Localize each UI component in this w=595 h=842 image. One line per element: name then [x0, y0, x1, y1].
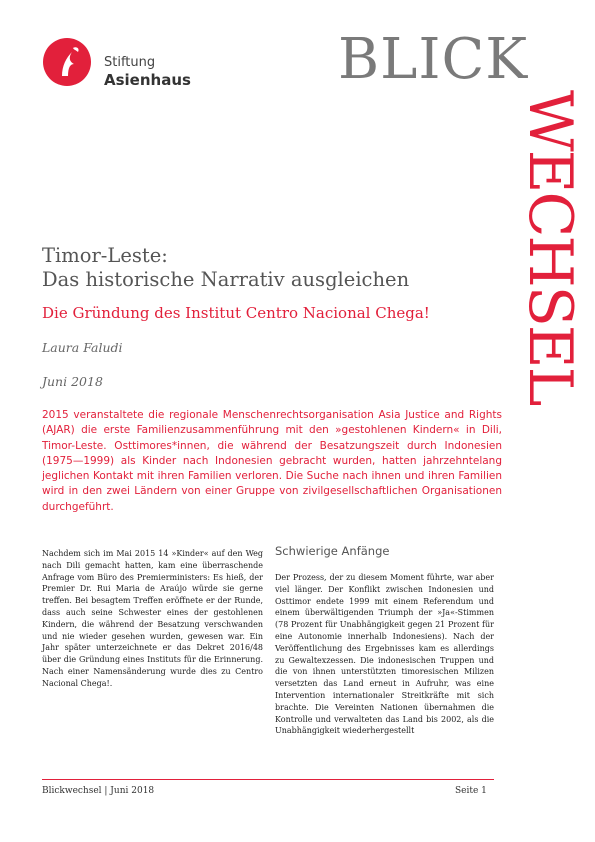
logo-line-asienhaus: Asienhaus: [104, 71, 191, 89]
footer-rule: [42, 779, 494, 780]
logo-mark-icon: [40, 36, 100, 92]
article-title: [42, 244, 409, 292]
logo-line-stiftung: Stiftung: [104, 55, 156, 70]
title-line-1: Timor-Leste:: [42, 244, 168, 267]
article-subtitle: Die Gründung des Institut Centro Nacional Chega!: [42, 304, 430, 322]
body-column-1: Nachdem sich im Mai 2015 14 »Kinder« auf den Weg nach Dili gemacht hatten, kam eine überraschende Anfrage vom Büro des Premierministers: Es hieß, der Premier Dr. Rui Maria de Araújo würde sie gerne treffen. Bei besagtem Treffen eröffnete er der Runde, dass auch seine Schwester eines der gestohlenen Kindern, die während der Besatzung verschwanden und nie wieder gesehen wurden, gewesen war. Ein Jahr später unterzeichnete er das Dekret 2016/48 über die Gründung eines Instituts für die Erinnerung. Nach einer Namensänderung wurde dies zu Centro Nacional Chega!.: [42, 549, 263, 688]
body-column-2: Der Prozess, der zu diesem Moment führte, war aber viel länger. Der Konflikt zwischen Indonesien und Osttimor endete 1999 mit einem Referendum und einem überwältigenden Triumph der »Ja«-Stimmen (78 Prozent für Unabhängigkeit gegen 21 Prozent für eine Autonomie innerhalb Indonesiens). Nach der Veröffentlichung des Ergebnisses kam es allerdings zu Gewaltexzessen. Die indonesischen Truppen und die von ihnen unterstützten timoresischen Milizen versetzten das Land erneut in Aufruhr, was eine Intervention internationaler Streitkräfte mit sich brachte. Die Vereinten Nationen übernahmen die Kontrolle und verwalteten das Land bis 2002, als die Unabhängigkeit wiederhergestellt: [275, 573, 494, 736]
series-title-blick: BLICK: [338, 27, 529, 92]
author-name: Laura Faludi: [42, 340, 123, 355]
title-line-2: Das historische Narrativ ausgleichen: [42, 268, 410, 291]
footer-publication: Blickwechsel | Juni 2018: [42, 786, 155, 796]
series-title-wechsel: WECHSEL: [515, 90, 585, 405]
intro-paragraph: 2015 veranstaltete die regionale Menschenrechtsorganisation Asia Justice and Rights (AJAR) die erste Familienzusammenführung mit den »gestohlenen Kindern« in Dili, Timor-Leste. Osttimores*innen, die während der Besatzungszeit durch Indonesien (1975—1999) als Kinder nach Indonesien gebracht wurden, hatten jahrzehntelang jeglichen Kontakt mit ihren Familien verloren. Die Suche nach ihnen und ihren Familien wird in den zwei Ländern von einer Gruppe von zivilgesellschaftlichen Organisationen durchgeführt.: [42, 409, 502, 513]
page-number: Seite 1: [455, 786, 487, 796]
section-heading: Schwierige Anfänge: [275, 544, 390, 558]
publication-date: Juni 2018: [42, 374, 103, 389]
